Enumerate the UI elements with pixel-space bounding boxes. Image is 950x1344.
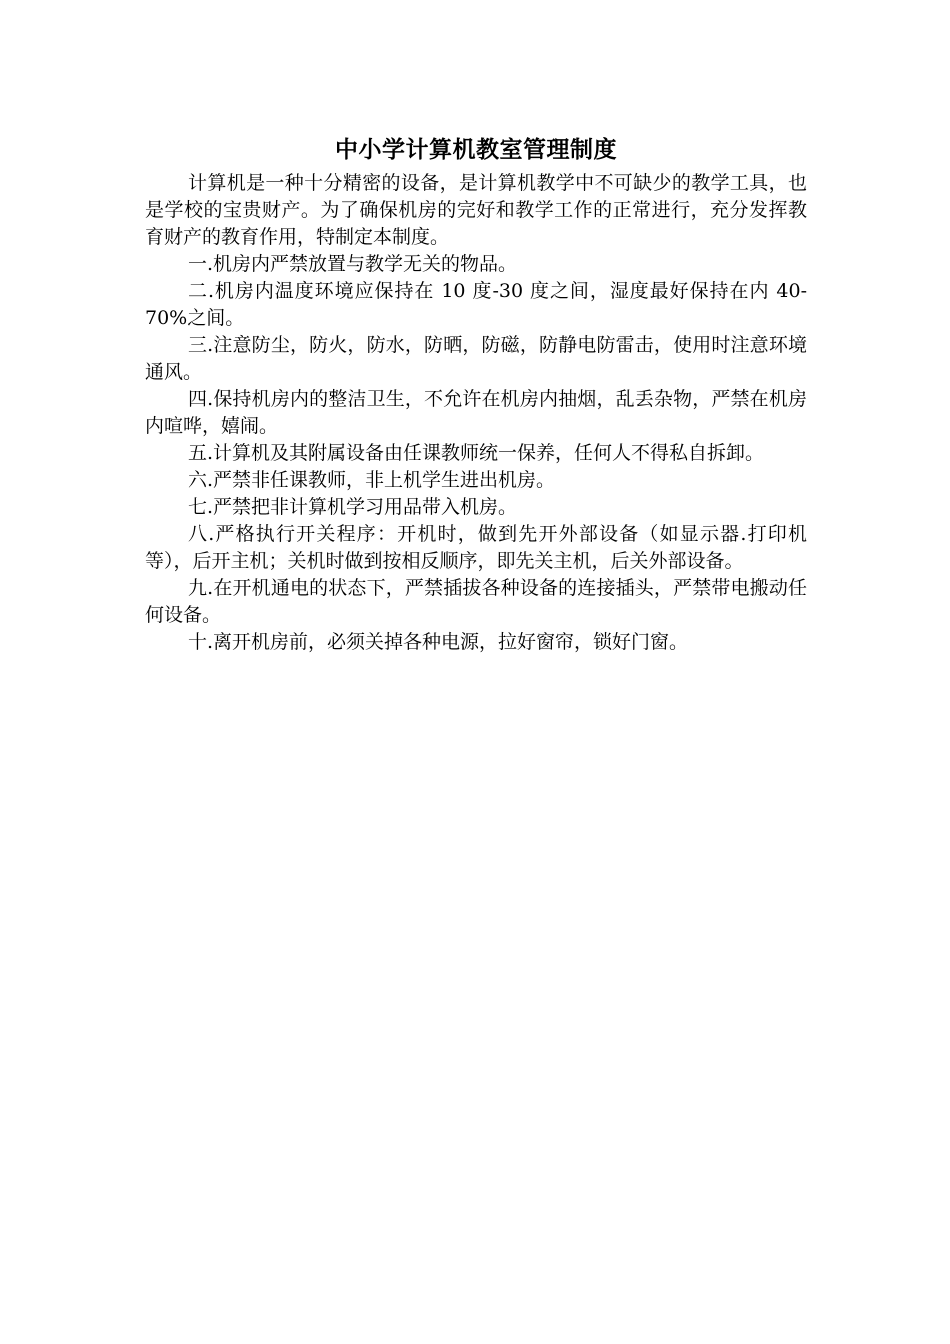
- rule-2: 二.机房内温度环境应保持在 10 度-30 度之间，湿度最好保持在内 40-70%之间。: [145, 280, 807, 329]
- rule-10: 十.离开机房前，必须关掉各种电源，拉好窗帘，锁好门窗。: [188, 631, 689, 653]
- document-body: [145, 132, 807, 656]
- rule-9: 九.在开机通电的状态下，严禁插拔各种设备的连接插头，严禁带电搬动任何设备。: [145, 577, 807, 626]
- intro-paragraph: 计算机是一种十分精密的设备，是计算机教学中不可缺少的教学工具，也是学校的宝贵财产。为了确保机房的完好和教学工作的正常进行，充分发挥教育财产的教育作用，特制定本制度。: [145, 172, 807, 248]
- rule-6: 六.严禁非任课教师，非上机学生进出机房。: [188, 469, 556, 491]
- rule-5: 五.计算机及其附属设备由任课教师统一保养，任何人不得私自拆卸。: [188, 442, 765, 464]
- rule-7: 七.严禁把非计算机学习用品带入机房。: [188, 496, 518, 518]
- rule-3: 三.注意防尘，防火，防水，防晒，防磁，防静电防雷击，使用时注意环境通风。: [145, 334, 807, 383]
- rule-1: 一.机房内严禁放置与教学无关的物品。: [188, 253, 518, 275]
- rule-8: 八.严格执行开关程序：开机时，做到先开外部设备（如显示器.打印机等），后开主机；关机时做到按相反顺序，即先关主机，后关外部设备。: [145, 523, 807, 572]
- document-title: 中小学计算机教室管理制度: [335, 137, 617, 163]
- rule-4: 四.保持机房内的整洁卫生，不允许在机房内抽烟，乱丢杂物，严禁在机房内喧哗，嬉闹。: [145, 388, 807, 437]
